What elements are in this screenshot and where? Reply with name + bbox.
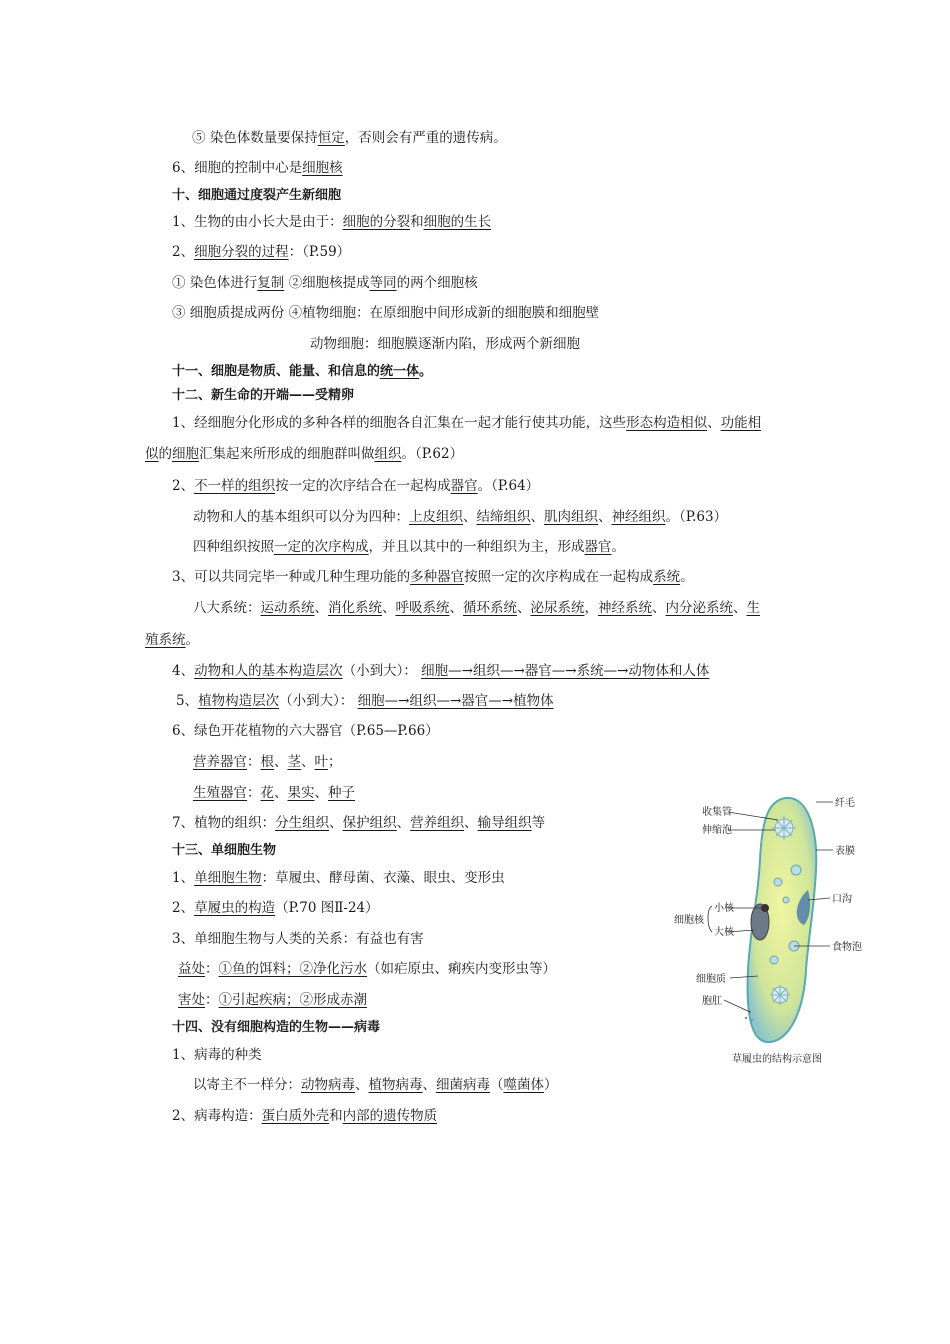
text-run: 十、细胞通过度裂产生新细胞 [172,188,342,203]
label-cilia: 纤毛 [835,798,855,809]
underlined-term: 噬菌体 [503,1077,544,1093]
text-run: 的两个细胞核 [396,275,478,291]
underlined-term: 细菌病毒 [436,1077,490,1093]
figure-caption: 草履虫的结构示意图 [732,1054,822,1065]
underlined-term: 单细胞生物 [194,870,262,886]
text-run: 、 [422,1077,436,1093]
text-run: 、 [355,1077,369,1093]
text-run: 、 [733,600,747,616]
label-nucleus: 细胞核 [674,915,704,926]
underlined-term: 根 [260,754,274,770]
underlined-term: 细胞—→组织—→器官—→系统—→动物体和人体 [421,663,710,679]
label-pellicle: 表膜 [835,846,855,857]
underlined-term: 内部的遗传物质 [342,1108,438,1124]
text-run: 和 [329,1108,343,1124]
text-run: 、 [396,815,411,831]
text-run: 、 [329,815,343,831]
text-run: 、 [598,509,612,525]
text-line [172,813,545,833]
text-line [178,990,367,1010]
section-heading [172,386,354,406]
underlined-term: 不一样的组织 [194,478,276,494]
text-run: ：（P.59） [288,244,351,260]
underlined-term: ①引起疾病；②形成赤潮 [218,992,367,1008]
underlined-term: 形态构造相似 [626,415,708,431]
label-oral-groove: 口沟 [832,894,852,905]
text-line [192,128,507,148]
text-run: ，否则会有严重的遗传病。 [344,130,507,146]
underlined-term: 泌尿系统 [530,600,585,616]
text-line [172,303,599,323]
text-run: 、 [517,600,531,616]
text-run: 十一、细胞是物质、能量、和信息的 [172,364,381,379]
food-vacuole-1 [791,865,801,875]
underlined-term: 肌肉组织 [544,509,598,525]
anal-pore-dot-2 [745,1017,747,1019]
underlined-term: 细胞 [172,446,199,462]
text-run: 、 [382,600,396,616]
anal-pore-dot-3 [751,1019,753,1021]
text-run: ① 染色体进行 [172,275,258,291]
underlined-term: 动物病毒 [301,1077,355,1093]
text-run: 十二、新生命的开端——受精卵 [172,388,355,403]
underlined-term: 系统 [653,569,681,585]
text-run: 2、病毒构造： [172,1108,262,1124]
text-run: 5、 [176,693,199,709]
underlined-term: 器官 [584,539,612,555]
text-run: 1、生物的由小长大是由于： [172,214,343,230]
section-heading [172,841,276,861]
food-vacuole-5 [783,897,789,903]
text-run: 的 [158,446,172,462]
underlined-term: 结缔组织 [476,509,531,525]
label-cytoplasm: 细胞质 [696,974,726,985]
text-run: 6、细胞的控制中心是 [172,160,303,176]
text-run: 。（P.63） [665,509,728,525]
underlined-term: 运动系统 [260,600,315,616]
text-run: （小到大）： [342,663,422,679]
text-run: 等 [531,815,546,831]
underlined-term: 器官 [450,478,478,494]
text-line [172,721,439,741]
underlined-term: 生 [746,600,760,616]
vacuole-rays-bottom [770,985,790,1005]
text-run: 2、 [172,478,195,494]
text-run: ：草履虫、酵母菌、衣藻、眼虫、变形虫 [261,870,505,886]
text-run: 、 [530,509,544,525]
text-line [193,1075,558,1095]
text-line [172,476,539,496]
underlined-term: 保护组织 [342,815,397,831]
text-line [172,1106,437,1126]
underlined-term: 果实 [287,785,315,801]
text-line [172,898,379,918]
text-line [172,413,761,433]
text-run: 4、 [172,663,195,679]
underlined-term: 动物和人的基本构造层次 [194,663,343,679]
text-line [193,507,727,527]
text-run: 、 [301,754,315,770]
text-run: ： [205,961,219,977]
underlined-term: 复制 [257,275,285,291]
underlined-term: 细胞—→组织—→器官—→植物体 [357,693,554,709]
underlined-term: 殖系统 [145,632,186,648]
text-run: 、 [274,754,288,770]
text-run: 。 [185,632,199,648]
underlined-term: 益处 [178,961,205,977]
text-line [172,1045,262,1065]
text-run: （ [490,1077,504,1093]
text-line [172,661,709,681]
text-line [193,783,355,803]
text-run: ） [544,1077,558,1093]
text-run: 2、 [172,900,195,916]
section-heading [172,186,341,206]
text-run: 。 [419,364,433,379]
underlined-term: 害处 [178,992,205,1008]
text-run: 、 [314,785,328,801]
text-run: 3、可以共同完毕一种或几种生理功能的 [172,569,411,585]
text-run: 以寄主不一样分： [193,1077,301,1093]
text-line [310,334,580,354]
underlined-term: 内分泌系统 [665,600,733,616]
underlined-term: 呼吸系统 [395,600,450,616]
text-run: ： [247,754,261,770]
label-anal-pore: 胞肛 [702,996,722,1007]
underlined-term: 细胞核 [302,160,343,176]
text-run: 、 [707,415,721,431]
underlined-term: 神经系统 [598,600,652,616]
text-run: 汇集起来所形成的细胞群叫做 [199,446,375,462]
text-run: 、 [463,509,477,525]
underlined-term: 恒定 [317,130,345,146]
paramecium-figure [668,790,868,1070]
underlined-term: 细胞的分裂 [342,214,411,230]
text-run: 3、单细胞生物与人类的关系：有益也有害 [172,931,424,947]
underlined-term: 营养组织 [410,815,465,831]
text-run: 1、 [172,870,195,886]
underlined-term: 分生组织 [275,815,330,831]
text-run: 八大系统： [193,600,261,616]
underlined-term: 植物构造层次 [198,693,280,709]
label-macronucleus: 大核 [714,927,734,938]
label-contractile-vacuole: 伸缩泡 [702,825,732,836]
section-heading [172,1018,380,1038]
underlined-term: 循环系统 [463,600,517,616]
text-run: ③ 细胞质提成两份 ④植物细胞：在原细胞中间形成新的细胞膜和细胞壁 [172,305,600,321]
text-run: 7、植物的组织： [172,815,276,831]
text-run: ⑤ 染色体数量要保持 [192,130,318,146]
text-run: 。（P.64） [477,478,540,494]
text-run: ②细胞核提成 [284,275,370,291]
text-run: 和 [410,214,424,230]
text-run: 。（P.62） [401,446,464,462]
underlined-term: 多种器官 [410,569,465,585]
text-run: 按一定的次序结合在一起构成 [275,478,451,494]
underlined-term: 花 [260,785,274,801]
text-run: ，并且以其中的一种组织为主，形成 [368,539,585,555]
text-run: 四种组织按照 [193,539,274,555]
text-run: ， [584,600,598,616]
text-run: 十三、单细胞生物 [172,843,277,858]
text-run: 十四、没有细胞构造的生物——病毒 [172,1020,381,1035]
text-line [176,691,554,711]
section-heading [172,362,432,382]
underlined-term: 细胞分裂的过程 [194,244,289,260]
underlined-term: 组织 [374,446,402,462]
text-run: 、 [464,815,478,831]
underlined-term: 生殖器官 [193,785,247,801]
text-run: 动物细胞：细胞膜逐渐内陷，形成两个新细胞 [310,336,580,352]
text-line [172,273,478,293]
label-food-vacuole: 食物泡 [832,942,862,953]
text-line [172,212,491,232]
food-vacuole-2 [774,878,782,886]
underlined-term: 功能相 [720,415,762,431]
text-run: ； [328,754,342,770]
text-line [145,630,199,650]
text-run: 按照一定的次序构成在一起构成 [464,569,654,585]
text-run: 动物和人的基本组织可以分为四种： [193,509,409,525]
underlined-term: 叶 [314,754,328,770]
label-collecting-tube: 收集管 [702,807,732,818]
text-run: （小到大）： [279,693,358,709]
underlined-term: 一定的次序构成 [274,539,369,555]
underlined-term: 统一体 [380,364,420,379]
underlined-term: 茎 [287,754,301,770]
underlined-term: 神经组织 [611,509,666,525]
underlined-term: 上皮组织 [409,509,463,525]
text-run: 6、绿色开花植物的六大器官（P.65—P.66） [172,723,439,739]
text-run: 。 [611,539,625,555]
text-line [172,158,343,178]
text-run: 、 [449,600,463,616]
text-run: 1、病毒的种类 [172,1047,262,1063]
underlined-term: 种子 [328,785,355,801]
text-run: 1、经细胞分化形成的多种各样的细胞各自汇集在一起才能行使其功能，这些 [172,415,627,431]
food-vacuole-4 [770,956,778,964]
underlined-term: 营养器官 [193,754,247,770]
label-micronucleus: 小核 [714,903,734,914]
text-line [172,868,505,888]
underlined-term: 蛋白质外壳 [261,1108,330,1124]
text-line [172,567,694,587]
text-run: 、 [274,785,288,801]
text-run: 2、 [172,244,195,260]
text-run: （如疟原虫、痢疾内变形虫等） [367,961,556,977]
text-run: 、 [314,600,328,616]
text-line [193,752,342,772]
text-run: ： [247,785,261,801]
underlined-term: ①鱼的饵料；②净化污水 [218,961,367,977]
text-line [172,242,350,262]
text-line [193,537,625,557]
text-line [145,444,463,464]
underlined-term: 似 [145,446,159,462]
text-line [193,598,760,618]
text-run: 。 [680,569,694,585]
micronucleus-shape [761,904,769,912]
underlined-term: 植物病毒 [368,1077,423,1093]
underlined-term: 等同 [369,275,397,291]
text-line [172,929,424,949]
text-run: ： [205,992,219,1008]
text-run: （P.70 图Ⅱ-24） [275,900,379,916]
underlined-term: 输导组织 [477,815,532,831]
text-run: 、 [652,600,666,616]
underlined-term: 消化系统 [328,600,382,616]
underlined-term: 草履虫的构造 [194,900,276,916]
text-line [178,959,556,979]
underlined-term: 细胞的生长 [423,214,492,230]
